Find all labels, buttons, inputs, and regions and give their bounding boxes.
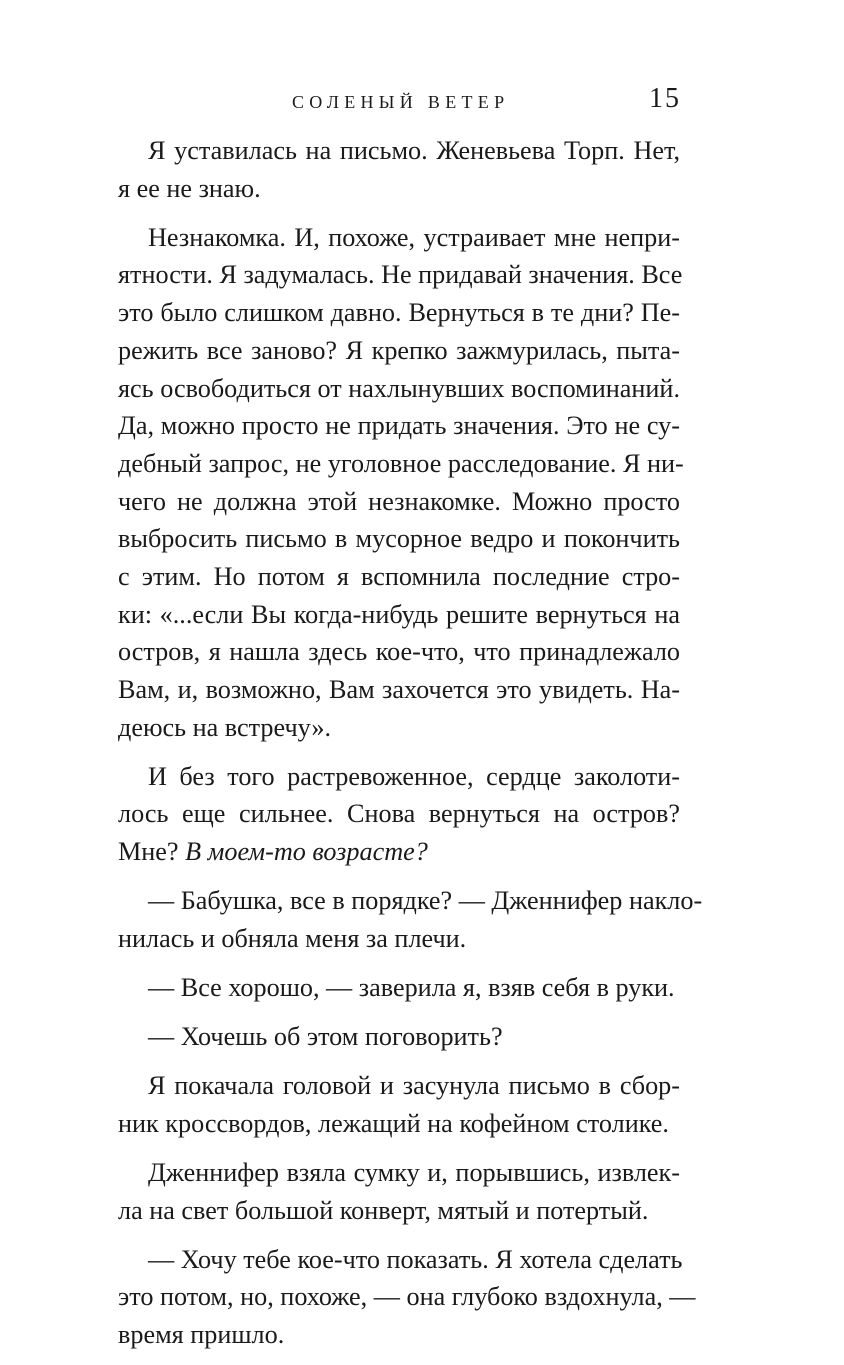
text-line: нилась и обняла меня за плечи. (118, 923, 467, 953)
text-line: Я уставилась на письмо. Женевьева Торп. Нет, (148, 136, 680, 165)
text-line: режить все заново? Я крепко зажмурилась, пыта- (118, 335, 680, 365)
paragraph (118, 969, 680, 1007)
italic-thought: В моем-то возрасте? (185, 837, 428, 867)
paragraph (118, 882, 703, 957)
text-line: Да, можно просто не придать значения. Это не су- (118, 411, 680, 441)
text-line: И без того растревоженное, сердце заколоти- (148, 761, 680, 791)
paragraph (118, 132, 680, 207)
text-line: ла на свет большой конверт, мятый и потертый. (118, 1195, 649, 1225)
text-line-mixed (118, 833, 680, 871)
text-line: — Хочешь об этом поговорить? (148, 1022, 503, 1052)
page-number: 15 (649, 83, 681, 114)
paragraph (118, 758, 680, 871)
paragraph (118, 1018, 680, 1056)
text-line: Я покачала головой и засунула письмо в сбор- (148, 1071, 680, 1101)
text-line: ятности. Я задумалась. Не придавай значения. Все (118, 260, 683, 290)
text-line: время пришло. (118, 1320, 285, 1350)
text-line: Незнакомка. И, похоже, устраивает мне непри- (148, 222, 680, 252)
text-line: ки: «...если Вы когда-нибудь решите вернуться на (118, 599, 680, 629)
paragraph (118, 219, 684, 747)
text-span: Мне? (118, 837, 179, 867)
text-line: лось еще сильнее. Снова вернуться на остров? (118, 799, 680, 829)
text-line: — Все хорошо, — заверила я, взяв себя в руки. (148, 973, 675, 1002)
text-line: с этим. Но потом я вспомнила последние стро- (118, 561, 680, 591)
running-title: СОЛЕНЫЙ ВЕТЕР (292, 92, 510, 112)
text-line: ясь освободиться от нахлынувших воспоминаний. (118, 373, 680, 403)
text-line: дебный запрос, не уголовное расследование. Я ни- (118, 448, 684, 478)
text-line: Дженнифер взяла сумку и, порывшись, извлек- (148, 1157, 680, 1187)
body-text (118, 132, 703, 1365)
text-line: чего не должна этой незнакомке. Можно просто (118, 486, 680, 516)
paragraph (118, 1154, 680, 1229)
text-line: ник кроссвордов, лежащий на кофейном столике. (118, 1108, 669, 1138)
text-line: остров, я нашла здесь кое-что, что принадлежало (118, 637, 680, 667)
text-line: это было слишком давно. Вернуться в те дни? Пе- (118, 298, 680, 328)
text-line: я ее не знаю. (118, 173, 261, 203)
text-line: — Хочу тебе кое-что показать. Я хотела сделать (148, 1244, 683, 1274)
text-line: Вам, и, возможно, Вам захочется это увидеть. На- (118, 675, 680, 705)
text-line: — Бабушка, все в порядке? — Дженнифер накло- (148, 886, 703, 916)
paragraph (118, 1241, 696, 1354)
paragraph (118, 1067, 680, 1142)
text-line: это потом, но, похоже, — она глубоко вздохнула, — (118, 1282, 696, 1312)
text-line: деюсь на встречу». (118, 712, 332, 742)
running-head (0, 83, 844, 116)
text-line: выбросить письмо в мусорное ведро и покончить (118, 524, 680, 554)
